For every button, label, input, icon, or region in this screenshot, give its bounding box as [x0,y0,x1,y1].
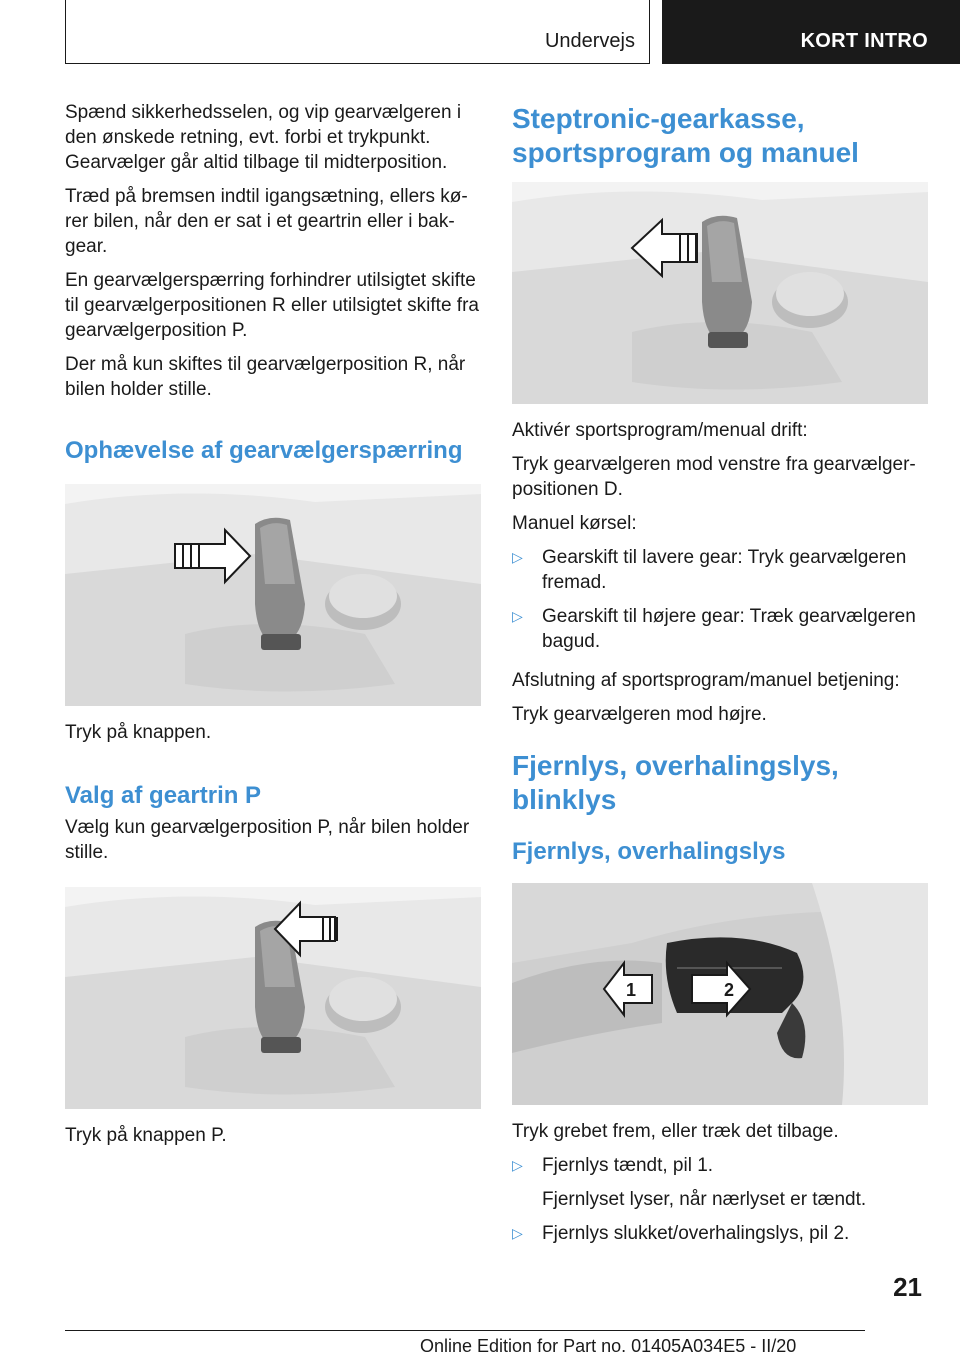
left-column [65,100,485,1157]
figure-caption: Tryk på knappen P. [65,1125,227,1146]
triangle-bullet-icon: ▷ [512,608,523,624]
subsection-heading: Fjernlys, overhalingslys [512,838,786,865]
header-chapter-tab [662,0,960,64]
steptronic-selector-illustration [512,182,928,404]
footer-divider [65,1330,865,1331]
header-section-label: Undervejs [544,30,635,52]
turn-signal-lever-illustration [512,883,928,1105]
paragraph: Manuel kørsel: [512,513,637,534]
gear-selector-unlock-illustration [65,484,481,706]
triangle-bullet-icon: ▷ [512,1157,523,1173]
list-item: ▷ Fjernlys slukket/overhalingslys, pil 2. [512,1223,850,1244]
section-heading: Valg af geartrin P [65,782,262,809]
list-item: ▷ Gearskift til lavere gear: Tryk gearvælgeren fremad. [512,547,907,593]
footer-edition-text: Online Edition for Part no. 01405A034E5 - II/20 [420,1336,797,1356]
triangle-bullet-icon: ▷ [512,549,523,565]
figure-caption: Tryk på knappen. [65,722,212,743]
list-item-detail: Fjernlyset lyser, når nærlyset er tændt. [542,1189,867,1210]
header-chapter-label: KORT INTRO [800,30,928,52]
paragraph: Tryk gearvælgeren mod venstre fra gearvælger‐positionen D. [512,454,916,500]
paragraph: Afslutning af sportsprogram/manuel betjening: [512,670,900,691]
paragraph: Der må kun skiftes til gearvælgerposition R, når bilen holder stille. [65,354,466,400]
section-heading: Steptronic-gearkasse, sportsprogram og manuel [512,103,859,168]
arrow-1-label: 1 [626,980,637,1000]
paragraph: Tryk grebet frem, eller træk det tilbage. [512,1121,839,1142]
paragraph: Tryk gearvælgeren mod højre. [512,704,767,725]
gear-park-button-illustration [65,887,481,1109]
section-heading: Fjernlys, overhalingslys, blinklys [512,750,839,815]
page-number: 21 [893,1272,922,1302]
list-item: ▷ Gearskift til højere gear: Træk gearvælgeren bagud. [512,606,916,652]
triangle-bullet-icon: ▷ [512,1225,523,1241]
paragraph: Spænd sikkerhedsselen, og vip gearvælgeren i den ønskede retning, evt. forbi et trykpunkt. Gearvælger går altid tilbage til midterposition. [65,102,462,173]
section-heading: Ophævelse af gearvælgerspærring [65,437,463,464]
list-item: ▷ Fjernlys tændt, pil 1. [512,1155,714,1176]
paragraph: Vælg kun gearvælgerposition P, når bilen holder stille. [65,817,470,863]
paragraph: En gearvælgerspærring forhindrer utilsigtet skifte til gearvælgerpositionen R eller utilsigtet skifte fra gearvælgerposition P. [65,270,479,341]
paragraph: Træd på bremsen indtil igangsætning, ellers kø‐rer bilen, når den er sat i et geartrin eller i bak‐gear. [65,186,468,257]
paragraph: Aktivér sportsprogram/menual drift: [512,420,808,441]
arrow-2-label: 2 [724,980,735,1000]
right-column [512,100,932,1255]
header-section-tab [65,0,650,64]
